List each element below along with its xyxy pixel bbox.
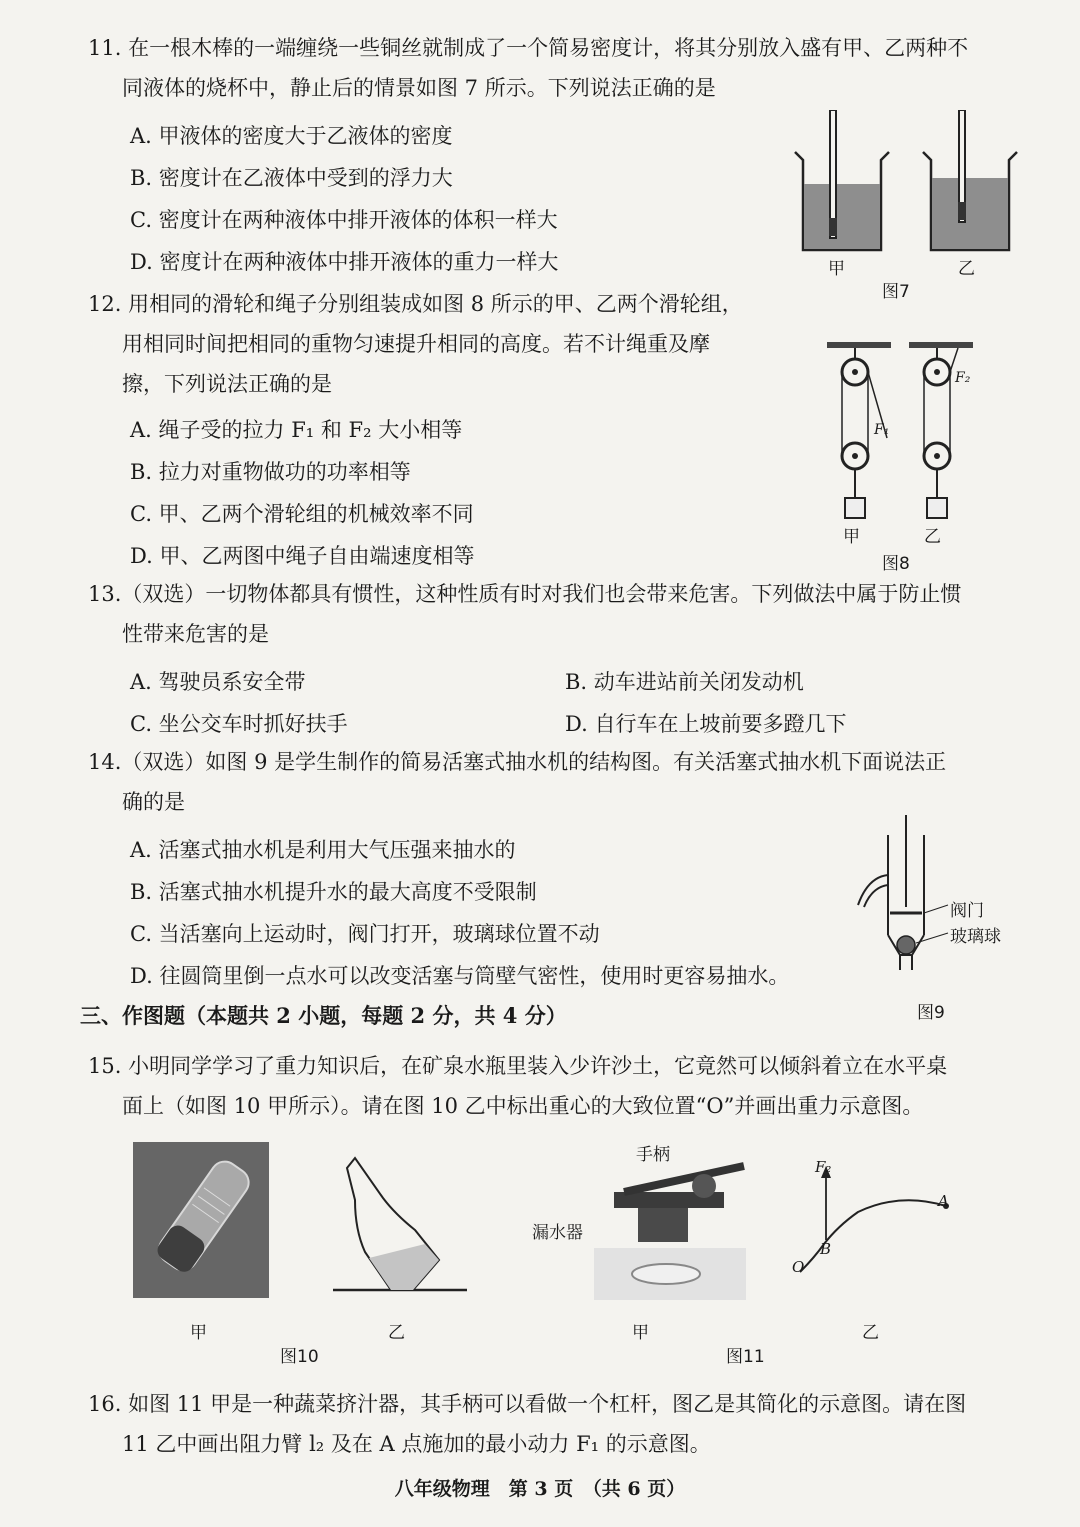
q12-option-b: B. 拉力对重物做功的功率相等 (130, 460, 411, 484)
question-15 (88, 1046, 947, 1126)
figure-11-juicer-photo (594, 1158, 746, 1300)
section-3-heading: 三、作图题（本题共 2 小题，每题 2 分，共 4 分） (80, 1003, 567, 1028)
q12-option-c: C. 甲、乙两个滑轮组的机械效率不同 (130, 502, 474, 526)
q16-line2: 11 乙中画出阻力臂 l₂ 及在 A 点施加的最小动力 F₁ 的示意图。 (122, 1432, 711, 1456)
question-14 (88, 742, 946, 822)
fig7-label-jia: 甲 (828, 259, 845, 279)
figure-8-pulleys (815, 338, 995, 528)
fig8-label-yi: 乙 (924, 527, 941, 547)
q12-line3: 擦，下列说法正确的是 (122, 372, 332, 396)
figure-9-pump (848, 815, 958, 975)
q14-line2: 确的是 (122, 790, 185, 814)
fig9-label-glass-ball: 玻璃球 (950, 927, 1001, 947)
fig11-label-point-a: A (938, 1192, 949, 1210)
fig10-label-jia: 甲 (190, 1323, 207, 1343)
q13-line1: 13.（双选）一切物体都具有惯性，这种性质有时对我们也会带来危害。下列做法中属于防止惯 (88, 582, 962, 606)
q14-option-d: D. 往圆筒里倒一点水可以改变活塞与筒壁气密性，使用时更容易抽水。 (130, 964, 790, 988)
q11-option-a: A. 甲液体的密度大于乙液体的密度 (130, 124, 453, 148)
fig11-label-strainer: 漏水器 (532, 1223, 583, 1243)
q11-line2: 同液体的烧杯中，静止后的情景如图 7 所示。下列说法正确的是 (122, 76, 716, 100)
fig7-label-yi: 乙 (958, 259, 975, 279)
q11-option-b: B. 密度计在乙液体中受到的浮力大 (130, 166, 453, 190)
question-16 (88, 1384, 966, 1464)
q12-line2: 用相同时间把相同的重物匀速提升相同的高度。若不计绳重及摩 (122, 332, 710, 356)
figure-7-beakers (785, 110, 1025, 260)
fig11-label-f2: F₂ (815, 1158, 832, 1176)
q13-option-c: C. 坐公交车时抓好扶手 (130, 712, 348, 736)
q13-option-b: B. 动车进站前关闭发动机 (565, 670, 804, 694)
q13-line2: 性带来危害的是 (122, 622, 269, 646)
figure-10-photo (133, 1142, 269, 1298)
q13-option-a: A. 驾驶员系安全带 (130, 670, 306, 694)
q14-line1: 14.（双选）如图 9 是学生制作的简易活塞式抽水机的结构图。有关活塞式抽水机下面说法正 (88, 750, 947, 774)
q12-option-a: A. 绳子受的拉力 F₁ 和 F₂ 大小相等 (130, 418, 463, 442)
figure-10-bottle-drawing (325, 1150, 475, 1300)
q14-option-c: C. 当活塞向上运动时，阀门打开，玻璃球位置不动 (130, 922, 600, 946)
fig11-label-point-b: B (820, 1240, 832, 1258)
question-12 (88, 284, 743, 404)
fig7-caption: 图7 (882, 282, 910, 302)
page-footer: 八年级物理 第 3 页 （共 6 页） (394, 1478, 686, 1500)
fig11-label-point-o: O (792, 1258, 805, 1276)
q13-option-d: D. 自行车在上坡前要多蹬几下 (565, 712, 847, 736)
fig8-force-f1: F₁ (874, 422, 890, 438)
fig8-label-jia: 甲 (843, 527, 860, 547)
q12-option-d: D. 甲、乙两图中绳子自由端速度相等 (130, 544, 475, 568)
q11-option-c: C. 密度计在两种液体中排开液体的体积一样大 (130, 208, 558, 232)
question-11 (88, 28, 968, 108)
q15-line1: 15. 小明同学学习了重力知识后，在矿泉水瓶里装入少许沙土，它竟然可以倾斜着立在水平桌 (88, 1054, 948, 1078)
q14-option-a: A. 活塞式抽水机是利用大气压强来抽水的 (130, 838, 516, 862)
fig10-label-yi: 乙 (388, 1323, 405, 1343)
fig9-label-valve: 阀门 (950, 901, 984, 921)
q14-option-b: B. 活塞式抽水机提升水的最大高度不受限制 (130, 880, 537, 904)
fig11-label-jia: 甲 (632, 1323, 649, 1343)
q11-line1: 11. 在一根木棒的一端缠绕一些铜丝就制成了一个简易密度计，将其分别放入盛有甲、乙两种不 (88, 36, 969, 60)
fig11-label-yi: 乙 (862, 1323, 879, 1343)
q16-line1: 16. 如图 11 甲是一种蔬菜挤汁器，其手柄可以看做一个杠杆，图乙是其简化的示意图。请在图 (88, 1392, 967, 1416)
q12-line1: 12. 用相同的滑轮和绳子分别组装成如图 8 所示的甲、乙两个滑轮组， (88, 292, 743, 316)
fig9-caption: 图9 (917, 1003, 945, 1023)
fig8-force-f2: F₂ (955, 370, 971, 386)
question-13 (88, 574, 961, 654)
fig8-caption: 图8 (882, 554, 910, 574)
fig11-caption: 图11 (726, 1347, 765, 1367)
fig11-label-handle: 手柄 (636, 1145, 670, 1165)
fig10-caption: 图10 (280, 1347, 319, 1367)
q15-line2: 面上（如图 10 甲所示）。请在图 10 乙中标出重心的大致位置“O”并画出重力示意图。 (122, 1094, 924, 1118)
q11-option-d: D. 密度计在两种液体中排开液体的重力一样大 (130, 250, 559, 274)
